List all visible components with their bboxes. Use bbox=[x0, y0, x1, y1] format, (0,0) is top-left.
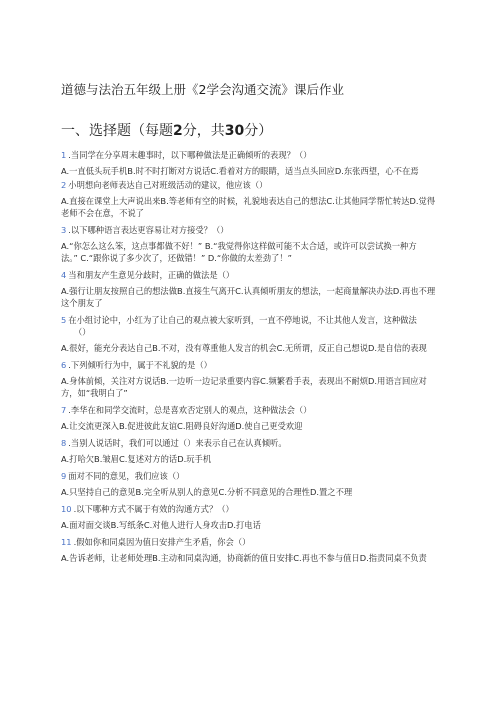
question-number: 5 bbox=[61, 315, 67, 325]
question-line bbox=[61, 503, 471, 515]
question-number: 1 bbox=[61, 150, 67, 160]
question-number: 7 bbox=[61, 405, 67, 415]
question-text: 小明想向老师表达自己对班级活动的建议，他应该（） bbox=[68, 180, 268, 190]
answer-text: （） bbox=[74, 327, 91, 337]
answer-line bbox=[61, 342, 471, 354]
answer-line bbox=[61, 165, 471, 177]
question-line bbox=[61, 437, 471, 449]
document-title: 道德与法治五年级上册《2学会沟通交流》课后作业 bbox=[61, 82, 344, 97]
section-heading bbox=[61, 122, 272, 140]
answer-text: A.一直低头玩手机B.时不时打断对方说话C.看着对方的眼睛，适当点头回应D.东张西望，心不在焉 bbox=[61, 166, 419, 176]
question-line bbox=[61, 314, 471, 326]
question-list bbox=[61, 149, 471, 564]
question-number: 9 bbox=[61, 471, 67, 481]
answer-text: A.很好，能充分表达自己B.不对，没有尊重他人发言的机会C.无所谓，反正自己想说D.是自信的表现 bbox=[61, 343, 427, 353]
answer-text: A.告诉老师，让老师处理B.主动和同桌沟通，协商新的值日安排C.再也不参与值日D.指责同桌不负责 bbox=[61, 553, 427, 563]
question-number: 3 bbox=[61, 225, 67, 235]
answer-line bbox=[61, 297, 471, 309]
answer-text: 这个朋友了 bbox=[61, 298, 103, 308]
section-heading-middle: 分，共 bbox=[182, 123, 225, 139]
question-text: .当别人说话时，我们可以通过（）来表示自己在认真倾听。 bbox=[68, 438, 287, 448]
question-line bbox=[61, 404, 471, 416]
question-number: 2 bbox=[61, 180, 67, 190]
answer-text: A.强行让朋友按照自己的想法做B.直接生气离开C.认真倾听朋友的想法，一起商量解决办法D.再也不理 bbox=[61, 286, 436, 296]
answer-text: A.打哈欠B.皱眉C.复述对方的话D.玩手机 bbox=[61, 454, 212, 464]
answer-line bbox=[61, 285, 471, 297]
question-line bbox=[61, 149, 471, 161]
answer-text: 老师不会在意，不说了 bbox=[61, 208, 144, 218]
question-text: .以下哪种语言表达更容易让对方接受？（） bbox=[68, 225, 229, 235]
question-text: .当同学在分享周末趣事时，以下哪种做法是正确倾听的表现？（） bbox=[68, 150, 312, 160]
section-heading-points-per-question: 2 bbox=[173, 123, 183, 139]
question-number: 6 bbox=[61, 360, 67, 370]
answer-text: A.只坚持自己的意见B.完全听从别人的意见C.分析不同意见的合理性D.置之不理 bbox=[61, 487, 353, 497]
question-line bbox=[61, 224, 471, 236]
answer-text: A.直接在课堂上大声说出来B.等老师有空的时候，礼貌地表达自己的想法C.让其他同学帮忙转达D.觉得 bbox=[61, 196, 436, 206]
answer-line bbox=[61, 207, 471, 219]
question-number: 10 bbox=[61, 504, 72, 514]
question-number: 8 bbox=[61, 438, 67, 448]
section-heading-total-points: 30 bbox=[224, 123, 245, 139]
question-text: .以下哪种方式不属于有效的沟通方式？（） bbox=[73, 504, 234, 514]
question-text: 当和朋友产生意见分歧时，正确的做法是（） bbox=[68, 270, 235, 280]
answer-line bbox=[61, 453, 471, 465]
answer-line bbox=[61, 420, 471, 432]
answer-line bbox=[61, 486, 471, 498]
answer-text: 方，如“我明白了” bbox=[61, 388, 128, 398]
question-text: 面对不同的意见，我们应该（） bbox=[68, 471, 185, 481]
question-line bbox=[61, 359, 471, 371]
answer-text: A.身体前倾，关注对方说话B.一边听一边记录重要内容C.频繁看手表，表现出不耐烦D.用语言回应对 bbox=[61, 376, 427, 386]
answer-line bbox=[61, 195, 471, 207]
answer-line bbox=[61, 240, 471, 252]
answer-text: A.“你怎么这么笨，这点事都做不好！” B.“我觉得你这样做可能不太合适，或许可以尝试换一种方 bbox=[61, 241, 417, 251]
section-heading-prefix: 一、选择题（每题 bbox=[61, 123, 173, 139]
section-heading-suffix: 分） bbox=[244, 123, 273, 139]
answer-line bbox=[61, 252, 471, 264]
question-line bbox=[61, 179, 471, 191]
question-line bbox=[61, 470, 471, 482]
answer-line bbox=[61, 519, 471, 531]
question-text: .下列倾听行为中，属于不礼貌的是（） bbox=[68, 360, 212, 370]
answer-text: A.让交流更深入B.促进彼此友谊C.阻碍良好沟通D.使自己更受欢迎 bbox=[61, 421, 303, 431]
question-text: 在小组讨论中，小红为了让自己的观点被大家听到，一直不停地说，不让其他人发言，这种做法 bbox=[68, 315, 417, 325]
answer-text: A.面对面交谈B.写纸条C.对他人进行人身攻击D.打电话 bbox=[61, 520, 261, 530]
answer-line bbox=[61, 326, 471, 338]
answer-line bbox=[61, 375, 471, 387]
question-line bbox=[61, 269, 471, 281]
question-text: .假如你和同桌因为值日安排产生矛盾，你会（） bbox=[73, 537, 251, 547]
answer-line bbox=[61, 552, 471, 564]
question-text: .李华在和同学交流时，总是喜欢否定别人的观点，这种做法会（） bbox=[68, 405, 312, 415]
question-number: 4 bbox=[61, 270, 67, 280]
answer-text: 法。” C.“跟你说了多少次了，还做错！” D.“你做的太差劲了！” bbox=[61, 253, 292, 263]
question-number: 11 bbox=[61, 537, 72, 547]
question-line bbox=[61, 536, 471, 548]
answer-line bbox=[61, 387, 471, 399]
